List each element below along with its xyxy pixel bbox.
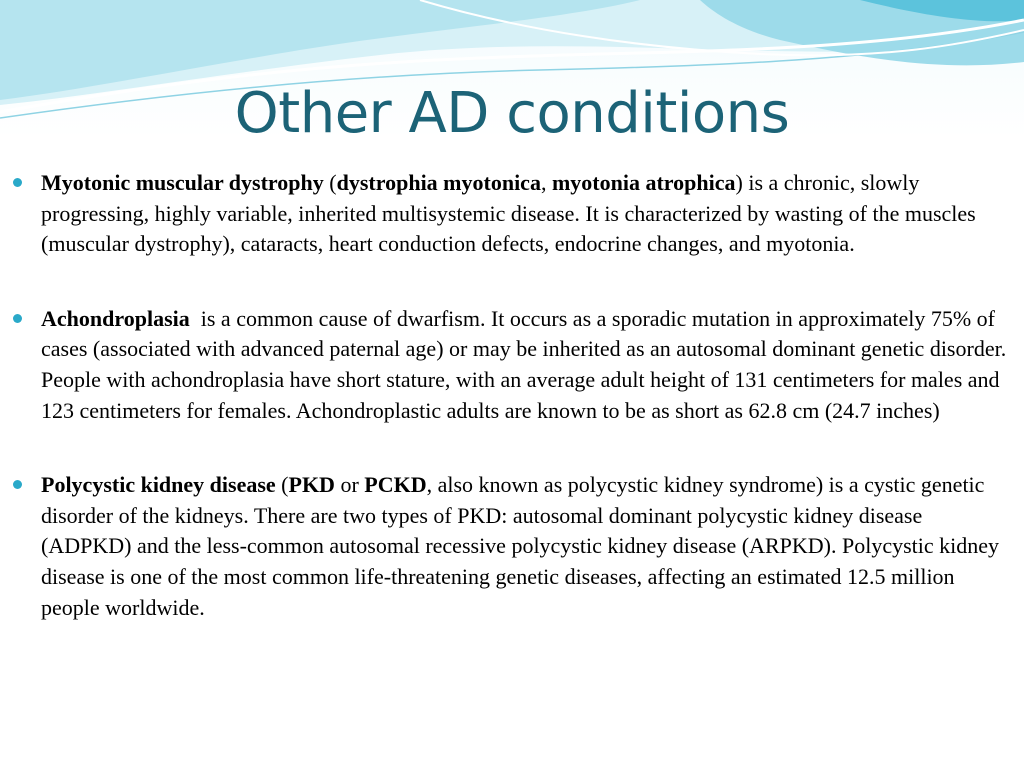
open-paren: (: [275, 472, 289, 498]
or-text: or: [334, 472, 365, 498]
bullet-list: [0, 168, 1024, 623]
bullet-dot-icon: [13, 480, 22, 489]
term-myotonic-muscular-dystrophy: Myotonic muscular dystrophy: [41, 170, 324, 195]
bullet-text: , also known as polycystic kidney syndrome) is a cystic genetic disorder of the kidneys. There are two types of PKD: autosomal dominant polycystic kidney disease (ADPKD) and the less-common autosomal recessive polycystic kidney disease (ARPKD). Polycystic kidney disease is one of the most common life-threatening genetic diseases, affecting an estimated 12.5 million people worldwide.: [41, 472, 1000, 620]
separator: ,: [540, 170, 552, 195]
bullet-dot-icon: [13, 178, 22, 187]
bullet-text: is a common cause of dwarfism. It occurs as a sporadic mutation in approximately 75% of cases (associated with advanced paternal age) or may be inherited as an autosomal dominant genetic disorder. People with achondroplasia have short stature, with an average adult height of 131 centimeters for males and 123 centimeters for females. Achondroplastic adults are known to be as short as 62.8 cm (24.7 inches): [41, 305, 1012, 423]
open-paren: (: [323, 170, 337, 195]
term-polycystic-kidney-disease: Polycystic kidney disease: [41, 472, 276, 498]
bullet-polycystic-kidney-disease: [0, 470, 1024, 623]
term-achondroplasia: Achondroplasia: [41, 305, 190, 331]
bullet-text: ) is a chronic, slowly progressing, highly variable, inherited multisystemic disease. It is characterized by wasting of the muscles (muscular dystrophy), cataracts, heart conduction defects, endocrine changes, and myotonia.: [41, 170, 976, 257]
abbr-pkd: PKD: [288, 472, 335, 498]
bullet-dot-icon: [13, 314, 22, 323]
bullet-achondroplasia: [0, 304, 1024, 426]
term-dystrophia-myotonica: dystrophia myotonica: [336, 170, 541, 195]
slide-title: Other AD conditions: [234, 81, 790, 146]
term-myotonia-atrophica: myotonia atrophica: [551, 170, 736, 195]
abbr-pckd: PCKD: [364, 472, 427, 498]
bullet-myotonic-dystrophy: [0, 168, 1024, 260]
